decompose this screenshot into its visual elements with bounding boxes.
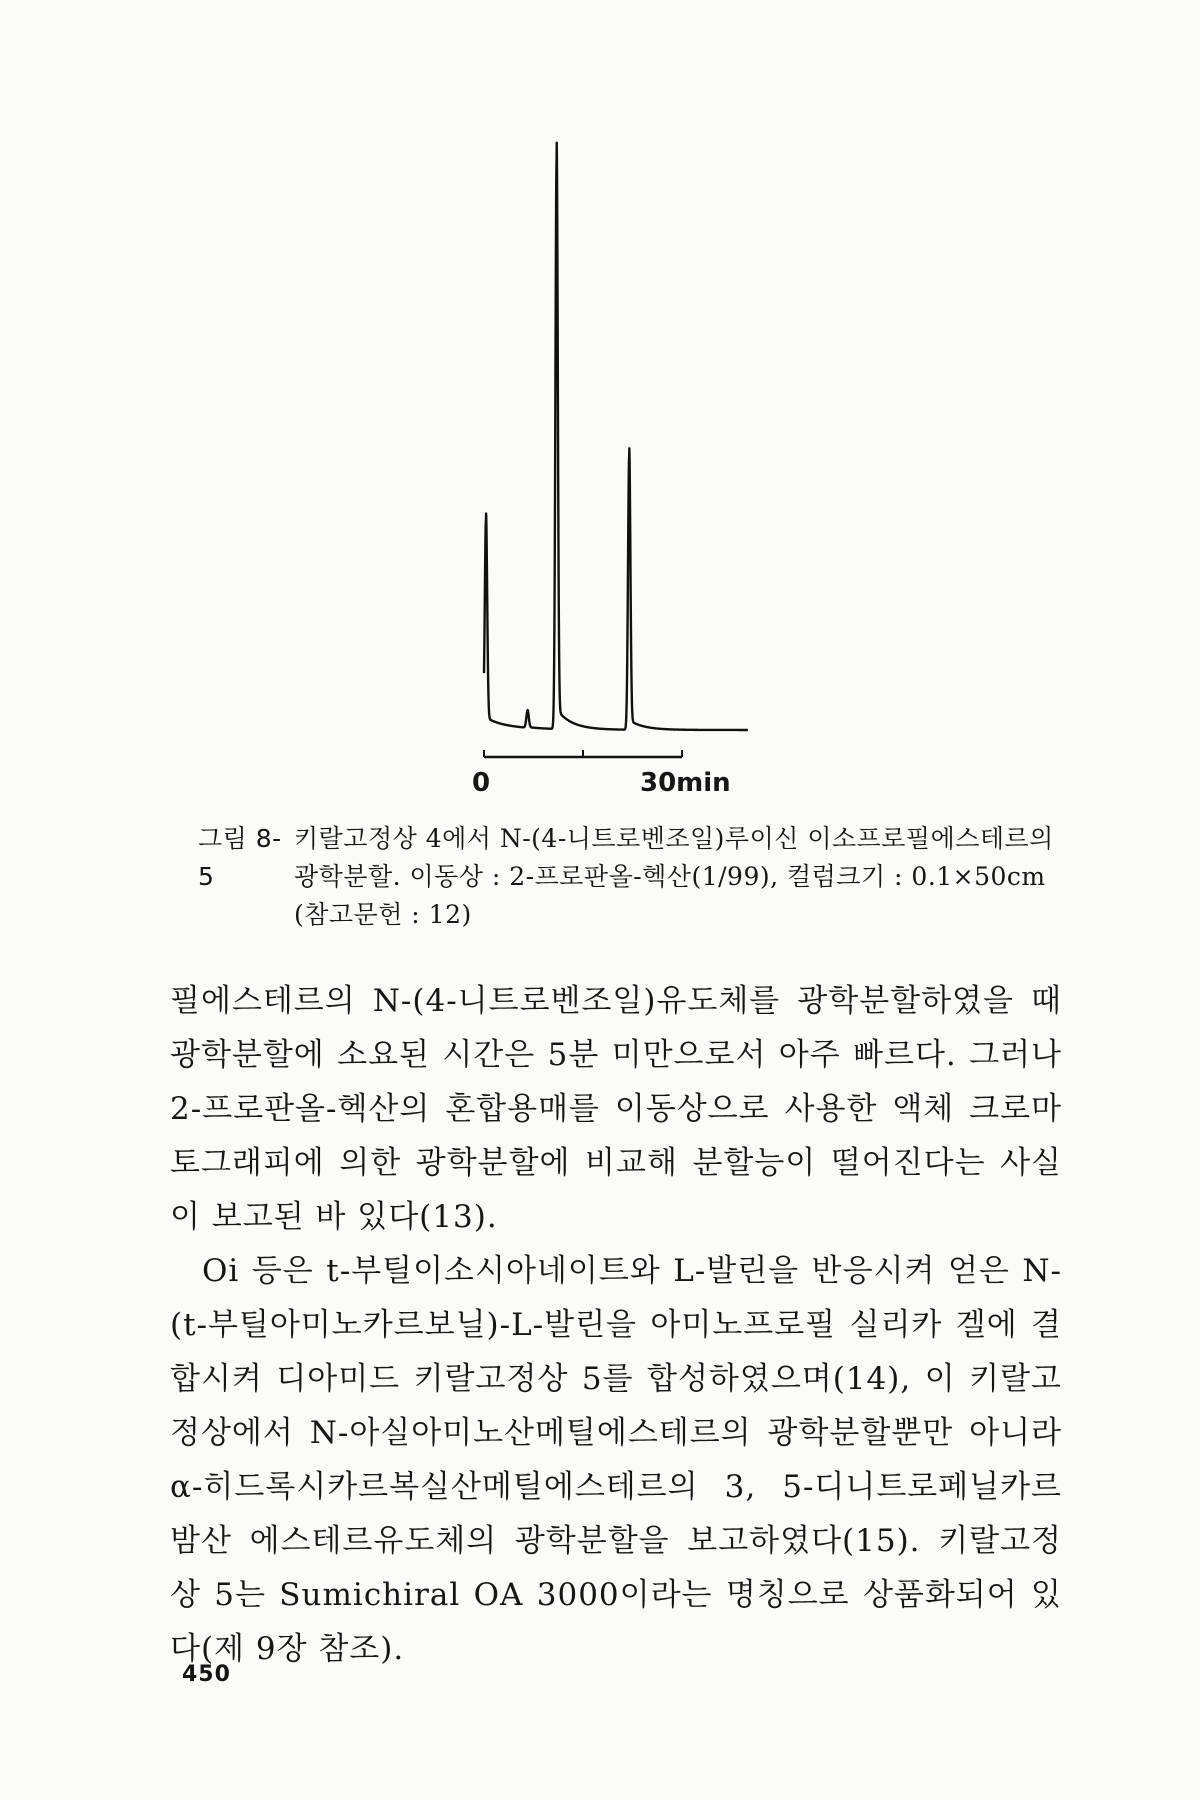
paragraph-1: 필에스테르의 N-(4-니트로벤조일)유도체를 광학분할하였을 때 광학분할에 소요된 시간은 5분 미만으로서 아주 빠르다. 그러나 2-프로판올-헥산의 혼합용매를 이동상으로 사용한 액체 크로마토그래피에 의한 광학분할에 비교해 분할능이 떨어진다는 사실이 보고된 바 있다(13). <box>170 983 1062 1235</box>
body-text <box>170 974 1062 1676</box>
chromatogram-trace <box>484 143 748 730</box>
paragraph-2: Oi 등은 t-부틸이소시아네이트와 L-발린을 반응시켜 얻은 N-(t-부틸아미노카르보닐)-L-발린을 아미노프로필 실리카 겔에 결합시켜 디아미드 키랄고정상 5를 합성하였으며(14), 이 키랄고정상에서 N-아실아미노산메틸에스테르의 광학분할뿐만 아니라 α-히드록시카르복실산메틸에스테르의 3, 5-디니트로페닐카르밤산 에스테르유도체의 광학분할을 보고하였다(15). 키랄고정상 5는 Sumichiral OA 3000이라는 명칭으로 상품화되어 있다(제 9장 참조). <box>170 1253 1062 1667</box>
page-number: 450 <box>182 1662 231 1687</box>
chromatogram-chart <box>0 0 1200 800</box>
figure-label: 그림 8-5 <box>198 824 282 891</box>
x-tick-label-0: 0 <box>472 768 491 798</box>
figure-caption <box>198 820 1058 934</box>
figure-caption-text: 키랄고정상 4에서 N-(4-니트로벤조일)루이신 이소프로필에스테르의 광학분할. 이동상 : 2-프로판올-헥산(1/99), 컬럼크기 : 0.1×50cm (참고문헌 : 12) <box>294 824 1054 929</box>
x-tick-label-30min: 30min <box>640 768 731 798</box>
